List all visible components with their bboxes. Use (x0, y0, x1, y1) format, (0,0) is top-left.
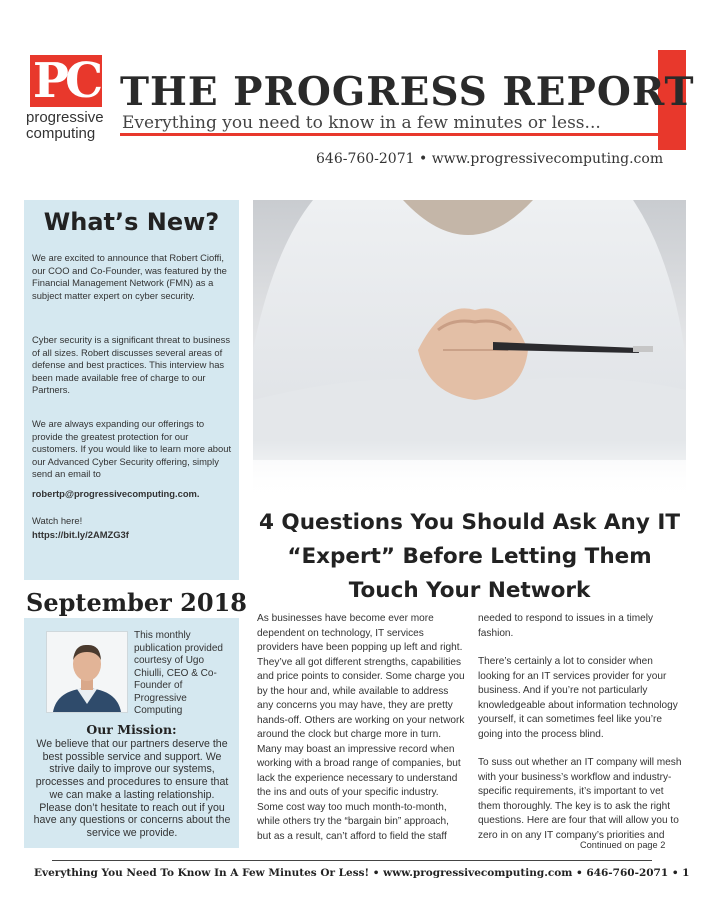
whats-new-title: What’s New? (43, 208, 220, 236)
publication-credit: This monthly publication provided courtesy of Ugo Chiulli, CEO & Co-Founder of Progressive Computing (134, 630, 223, 716)
article-col1-text: As businesses have become ever more dependent on technology, IT services providers have been popping up left and right. They’ve all got different strengths, capabilities and price points to consider. Some charge you by the hour and, while available to address any concerns you may have, they are pretty hands-off. Others are working on your network around the clock but charge more in turn. Many may boast an impressive record when working with a broad range of companies, but lack the experience necessary to understand the ins and outs of your specific industry. Some cost way too much month-to-month, while others try the “bargain bin” approach, but as a result, can’t afford to field the staff (257, 613, 465, 842)
whats-new-watch-label: Watch here! (32, 515, 83, 526)
article-column-1 (257, 612, 465, 844)
whats-new-paragraph-3: We are always expanding our offerings to provide the greatest protection for our customers. If you would like to learn more about our Advanced Cyber Security offering, simply send an email to (32, 418, 232, 480)
whats-new-video-link[interactable]: https://bit.ly/2AMZG3f (32, 529, 129, 540)
continued-note: Continued on page 2 (580, 840, 666, 850)
mission-text: We believe that our partners deserve the best possible service and support. We strive daily to improve our systems, processes and procedures to ensure that we can make a lasting relationship. Please don’t hesitate to reach out if you have any questions or concerns about the service we provide. (33, 738, 231, 839)
logo-text-line2: computing (26, 125, 96, 142)
article-column-2 (478, 612, 686, 843)
mission-title: Our Mission: (86, 722, 177, 737)
footer-text: Everything You Need To Know In A Few Minutes Or Less! • www.progressivecomputing.com • 646-760-2071 • 1 (34, 867, 690, 879)
logo-text-line1: progressive (26, 109, 104, 126)
clasped-hands-pen-icon (253, 200, 686, 500)
whats-new-paragraph-2: Cyber security is a significant threat to business of all sizes. Robert discusses several areas of defense and best practices. This interview has been made available free of charge to our Partners. (32, 334, 231, 396)
newsletter-tagline: Everything you need to know in a few minutes or less... (122, 113, 601, 133)
footer-divider (52, 860, 652, 861)
avatar (46, 631, 128, 713)
issue-date: September 2018 (26, 588, 247, 617)
whats-new-paragraph-1: We are excited to announce that Robert Cioffi, our COO and Co-Founder, was featured by the Financial Management Network (FMN) as a subject matter expert on cyber security. (32, 252, 227, 301)
article-col2-paragraph-1: needed to respond to issues in a timely fashion. (478, 613, 654, 639)
whats-new-email-link[interactable]: robertp@progressivecomputing.com. (32, 488, 200, 499)
article-col2-paragraph-3: To suss out whether an IT company will mesh with your business’s workflow and industry-specific requirements, it’s important to vet them thoroughly. The key is to ask the right questions. Here are four that will allow you to zero in on any IT company’s priorities and (478, 757, 682, 841)
hero-image (253, 200, 686, 500)
article-headline: 4 Questions You Should Ask Any IT “Expert” Before Letting Them Touch Your Network (258, 510, 680, 603)
author-portrait-icon (47, 632, 127, 712)
newsletter-title: THE PROGRESS REPORT (120, 69, 695, 115)
title-underline (120, 133, 660, 136)
logo-mark: PC (32, 53, 100, 109)
article-col2-paragraph-2: There’s certainly a lot to consider when looking for an IT services provider for your business. And if you’re not particularly knowledgeable about information technology yourself, it can sometimes feel like you’re going into the process blind. (478, 656, 678, 740)
header-contact: 646-760-2071 • www.progressivecomputing.com (316, 151, 664, 167)
